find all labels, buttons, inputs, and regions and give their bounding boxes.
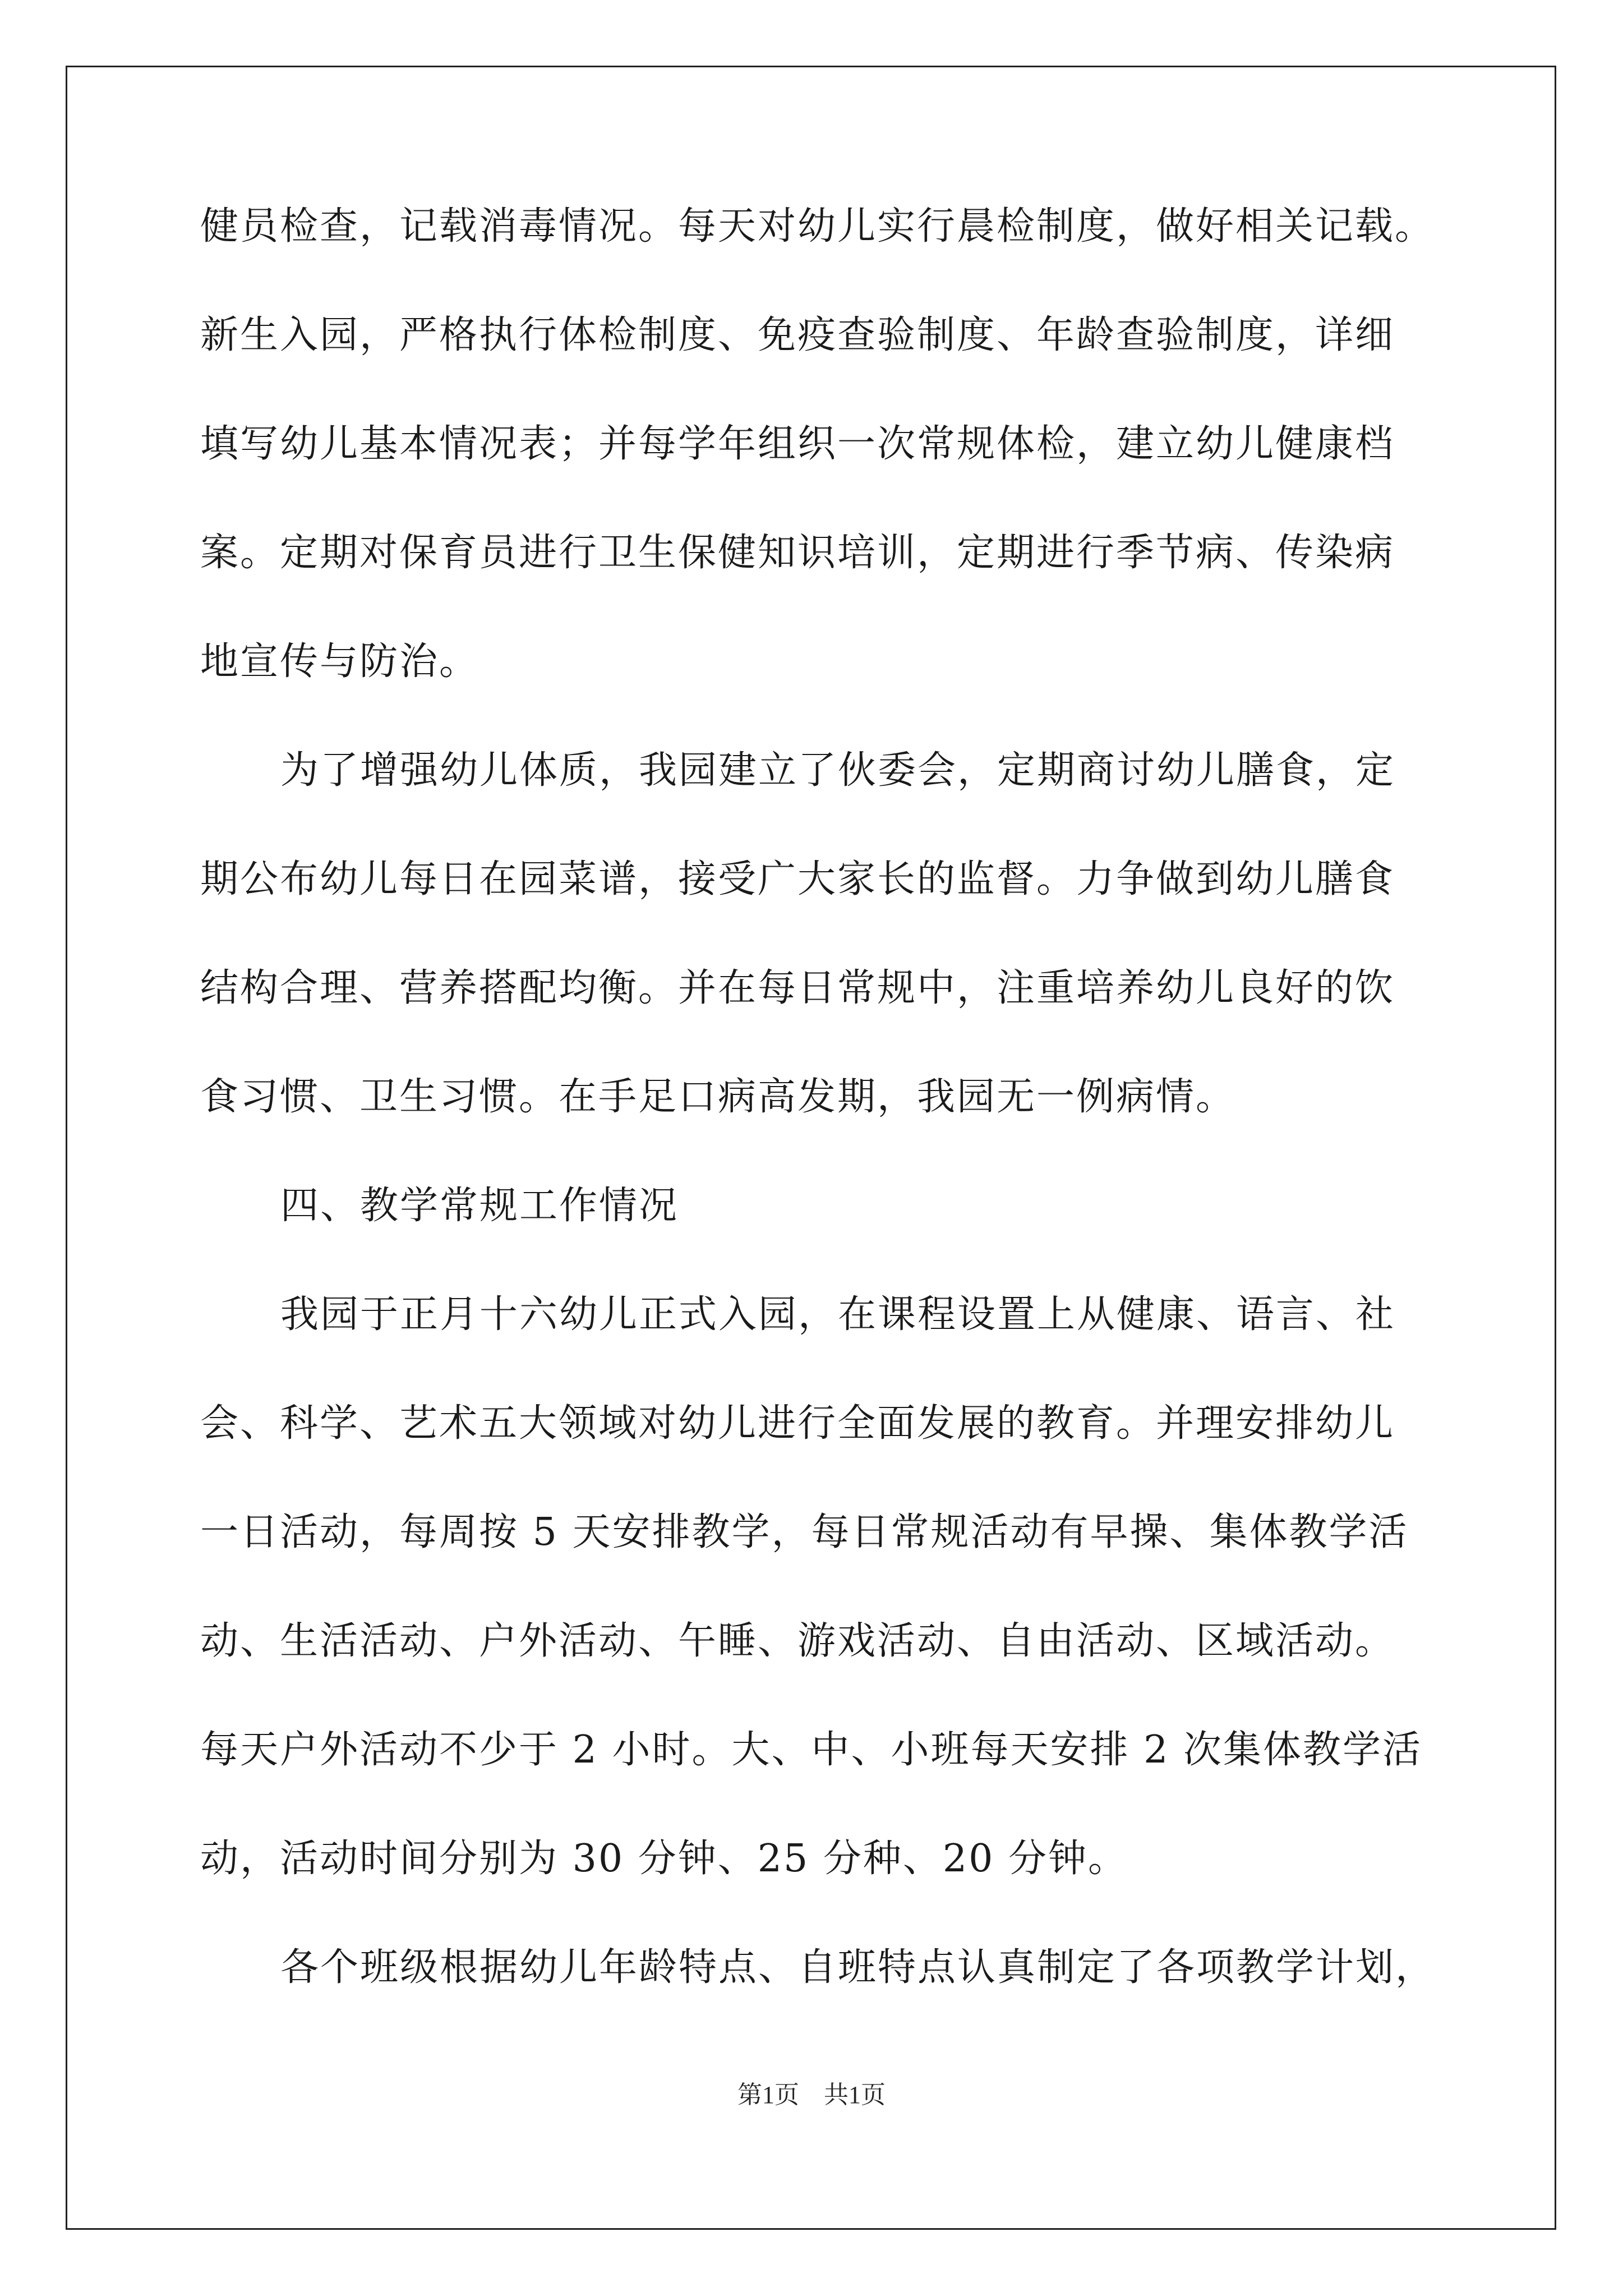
text-line: 健员检查，记载消毒情况。每天对幼儿实行晨检制度，做好相关记载。 (200, 204, 1435, 249)
text-line: 新生入园，严格执行体检制度、免疫查验制度、年龄查验制度，详细 (200, 313, 1395, 357)
text-line: 填写幼儿基本情况表；并每学年组织一次常规体检，建立幼儿健康档 (200, 422, 1395, 466)
page-number-footer: 第1页 共1页 (737, 2081, 886, 2109)
paragraph-start-line: 为了增强幼儿体质，我园建立了伙委会，定期商讨幼儿膳食，定 (280, 748, 1396, 793)
text-line: 期公布幼儿每日在园菜谱，接受广大家长的监督。力争做到幼儿膳食 (200, 857, 1395, 901)
document-body (200, 204, 1437, 2058)
paragraph-start-line: 各个班级根据幼儿年龄特点、自班特点认真制定了各项教学计划， (280, 1945, 1436, 1990)
text-line: 案。定期对保育员进行卫生保健知识培训，定期进行季节病、传染病 (200, 531, 1395, 575)
paragraph-start-line: 我园于正月十六幼儿正式入园，在课程设置上从健康、语言、社 (280, 1292, 1396, 1337)
text-line: 会、科学、艺术五大领域对幼儿进行全面发展的教育。并理安排幼儿 (200, 1401, 1395, 1446)
text-line: 地宣传与防治。 (200, 639, 479, 684)
text-line: 结构合理、营养搭配均衡。并在每日常规中，注重培养幼儿良好的饮 (200, 966, 1395, 1010)
text-line: 食习惯、卫生习惯。在手足口病高发期，我园无一例病情。 (200, 1075, 1236, 1119)
text-line: 一日活动，每周按 5 天安排教学，每日常规活动有早操、集体教学活 (200, 1510, 1409, 1554)
text-line: 每天户外活动不少于 2 小时。大、中、小班每天安排 2 次集体教学活 (200, 1728, 1422, 1772)
text-line: 动、生活活动、户外活动、午睡、游戏活动、自由活动、区域活动。 (200, 1619, 1395, 1663)
section-heading: 四、教学常规工作情况 (280, 1184, 679, 1228)
text-line: 动，活动时间分别为 30 分钟、25 分种、20 分钟。 (200, 1837, 1128, 1881)
